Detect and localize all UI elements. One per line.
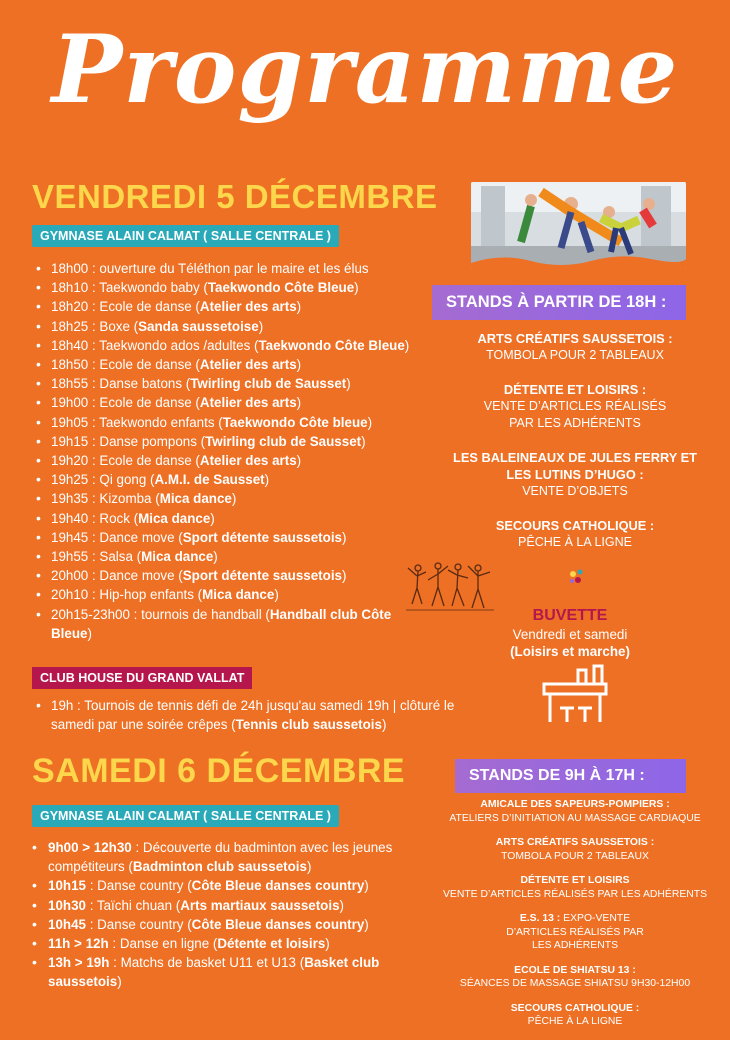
item-end: ) xyxy=(325,936,330,952)
item-end: ) xyxy=(367,414,373,430)
list-item xyxy=(36,509,431,528)
item-end: ) xyxy=(87,625,92,641)
item-org: Côte Bleue danses country xyxy=(191,878,365,894)
list-item xyxy=(36,585,431,604)
list-item xyxy=(36,566,431,585)
item-text: 20h10 : Hip-hop enfants ( xyxy=(51,587,203,603)
list-item xyxy=(36,489,431,508)
item-text: 18h10 : Taekwondo baby ( xyxy=(51,280,208,296)
list-item xyxy=(36,451,431,470)
item-text: : Danse en ligne ( xyxy=(108,936,218,952)
list-item xyxy=(32,876,427,895)
stands-saturday-heading: STANDS DE 9H À 17H : xyxy=(455,759,686,793)
buvette-org: (Loisirs et marche) xyxy=(510,644,630,659)
item-text: : Découverte du badminton avec les jeunes compétiteurs ( xyxy=(48,840,393,875)
stand-name: ARTS CRÉATIFS SAUSSETOIS : xyxy=(495,837,655,848)
item-text: 19h45 : Dance move ( xyxy=(51,529,183,545)
item-org: Mica dance xyxy=(202,587,275,603)
item-end: ) xyxy=(231,491,237,507)
item-text: 19h55 : Salsa ( xyxy=(51,549,142,565)
item-text: 19h05 : Taekwondo enfants ( xyxy=(51,414,223,430)
item-org: Taekwondo Côte Bleue xyxy=(258,337,405,353)
friday-venue-tag: GYMNASE ALAIN CALMAT ( SALLE CENTRALE ) xyxy=(32,225,339,247)
item-text: 20h15-23h00 : tournois de handball ( xyxy=(51,606,270,622)
stand-desc: VENTE D’ARTICLES RÉALISÉS PAR LES ADHÉRENTS xyxy=(483,399,667,430)
item-end: ) xyxy=(117,974,122,990)
stand-line xyxy=(440,912,710,953)
item-org: Atelier des arts xyxy=(199,357,297,373)
stand-entry xyxy=(440,517,710,551)
item-end: ) xyxy=(296,357,302,373)
list-item xyxy=(36,393,431,412)
stand-entry xyxy=(440,836,710,863)
buvette-days: Vendredi et samedi xyxy=(512,627,628,642)
saturday-venue-tag: GYMNASE ALAIN CALMAT ( SALLE CENTRALE ) xyxy=(32,805,339,827)
list-item xyxy=(32,896,427,915)
saturday-heading: SAMEDI 6 DÉCEMBRE xyxy=(32,752,406,790)
stand-entry xyxy=(440,874,710,901)
dance-photo xyxy=(471,182,686,268)
stand-name: E.S. 13 : xyxy=(519,913,561,924)
item-org: Twirling club de Sausset xyxy=(190,376,347,392)
stands-saturday-list xyxy=(440,798,710,1040)
list-item xyxy=(36,317,431,336)
item-org: Côte Bleue danses country xyxy=(191,916,365,932)
stand-desc: VENTE D’OBJETS xyxy=(522,484,628,498)
dancers-illustration xyxy=(404,560,496,616)
item-end: ) xyxy=(381,717,387,733)
item-text: : Taïchi chuan ( xyxy=(85,897,181,913)
stand-entry xyxy=(440,964,710,991)
stand-desc: TOMBOLA POUR 2 TABLEAUX xyxy=(501,850,649,862)
item-text: 18h20 : Ecole de danse ( xyxy=(51,299,200,315)
list-item xyxy=(36,696,456,734)
stand-entry xyxy=(440,798,710,825)
list-item xyxy=(32,934,427,953)
tennis-schedule xyxy=(36,696,456,734)
item-text: 19h25 : Qi gong ( xyxy=(51,472,155,488)
list-item xyxy=(36,547,431,566)
stands-friday-heading: STANDS À PARTIR DE 18H : xyxy=(432,285,686,320)
item-org: Sport détente saussetois xyxy=(182,568,342,584)
item-time: 10h30 xyxy=(48,897,86,913)
item-org: Atelier des arts xyxy=(199,299,297,315)
list-item xyxy=(36,432,431,451)
item-org: Détente et loisirs xyxy=(217,936,326,952)
item-org: Mica dance xyxy=(138,510,211,526)
item-end: ) xyxy=(339,897,345,913)
item-end: ) xyxy=(361,433,366,449)
stand-desc: EXPO-VENTE D’ARTICLES RÉALISÉS PAR LES ADHÉRENTS xyxy=(506,913,644,951)
item-text: : Danse country ( xyxy=(85,916,192,932)
item-org: Arts martiaux saussetois xyxy=(180,897,340,913)
stand-desc: TOMBOLA POUR 2 TABLEAUX xyxy=(486,348,664,362)
list-item xyxy=(36,259,431,278)
item-org: Twirling club de Sausset xyxy=(205,433,362,449)
item-org: Atelier des arts xyxy=(199,453,297,469)
stand-desc: SÉANCES DE MASSAGE SHIATSU 9H30-12H00 xyxy=(459,978,691,989)
item-time: 10h15 xyxy=(48,878,86,894)
buvette-title: BUVETTE xyxy=(532,607,608,624)
item-org: A.M.I. de Sausset xyxy=(154,472,265,488)
item-text: 18h25 : Boxe ( xyxy=(51,318,139,334)
item-time: 11h > 12h xyxy=(48,936,109,952)
item-org: Basket club saussetois xyxy=(48,955,380,990)
item-text: 19h40 : Rock ( xyxy=(51,510,139,526)
item-end: ) xyxy=(258,318,264,334)
item-org: Handball club Côte Bleue xyxy=(51,606,392,641)
item-org: Sanda saussetoise xyxy=(138,318,259,334)
item-text: 18h50 : Ecole de danse ( xyxy=(51,357,200,373)
item-end: ) xyxy=(296,395,302,411)
item-text: 18h40 : Taekwondo ados /adultes ( xyxy=(51,337,259,353)
list-item xyxy=(36,528,431,547)
item-end: ) xyxy=(306,859,312,875)
item-text: 18h55 : Danse batons ( xyxy=(51,376,191,392)
stand-entry xyxy=(440,1002,710,1029)
item-end: ) xyxy=(342,529,347,545)
item-org: Badminton club saussetois xyxy=(132,859,307,875)
stand-entry xyxy=(440,912,710,953)
item-end: ) xyxy=(264,472,270,488)
list-item xyxy=(36,470,431,489)
item-end: ) xyxy=(274,587,279,603)
stand-name: SECOURS CATHOLIQUE : xyxy=(495,518,655,533)
list-item xyxy=(32,953,427,991)
item-org: Taekwondo Côte Bleue xyxy=(207,280,355,296)
item-end: ) xyxy=(346,376,351,392)
item-end: ) xyxy=(296,299,302,315)
item-end: ) xyxy=(364,916,369,932)
confetti-icon xyxy=(566,566,588,588)
friday-schedule xyxy=(36,259,431,643)
item-text: 19h20 : Ecole de danse ( xyxy=(51,453,200,469)
list-item xyxy=(36,413,431,432)
item-text: 19h00 : Ecole de danse ( xyxy=(51,395,200,411)
stand-entry xyxy=(440,449,710,500)
stand-desc: ATELIERS D’INITIATION AU MASSAGE CARDIAQUE xyxy=(449,812,701,824)
bar-counter-icon xyxy=(540,664,610,726)
stand-desc: PÊCHE À LA LIGNE xyxy=(518,535,632,549)
item-text: 19h15 : Danse pompons ( xyxy=(51,433,206,449)
item-text: 19h : Tournois de tennis défi de 24h jusqu'au samedi 19h | clôturé le samedi par une soirée crêpes ( xyxy=(51,698,455,733)
item-end: ) xyxy=(210,510,215,526)
item-org: Taekwondo Côte bleue xyxy=(222,414,368,430)
stand-name: AMICALE DES SAPEURS-POMPIERS : xyxy=(480,799,670,810)
list-item xyxy=(36,336,431,355)
item-org: Mica dance xyxy=(159,491,232,507)
item-text: 20h00 : Dance move ( xyxy=(51,568,183,584)
list-item xyxy=(36,297,431,316)
list-item xyxy=(36,278,431,297)
list-item xyxy=(32,838,427,876)
list-item xyxy=(36,605,431,643)
item-org: Tennis club saussetois xyxy=(235,717,382,733)
stand-desc: VENTE D’ARTICLES RÉALISÉS PAR LES ADHÉRENTS xyxy=(442,888,708,900)
item-org: Atelier des arts xyxy=(199,395,297,411)
item-text: 19h35 : Kizomba ( xyxy=(51,491,160,507)
item-end: ) xyxy=(404,337,410,353)
list-item xyxy=(36,355,431,374)
stand-name: DÉTENTE ET LOISIRS : xyxy=(503,382,647,397)
stands-friday-list xyxy=(440,330,710,568)
stand-entry xyxy=(440,330,710,364)
page-title: Programme xyxy=(51,15,679,125)
list-item xyxy=(36,374,431,393)
item-end: ) xyxy=(342,568,347,584)
club-house-tag: CLUB HOUSE DU GRAND VALLAT xyxy=(32,667,252,689)
stand-name: DÉTENTE ET LOISIRS xyxy=(520,875,630,886)
stand-name: ARTS CRÉATIFS SAUSSETOIS : xyxy=(477,331,673,346)
stand-entry xyxy=(440,381,710,432)
item-org: Mica dance xyxy=(141,549,214,565)
stand-desc: PÊCHE À LA LIGNE xyxy=(527,1016,623,1027)
list-item xyxy=(32,915,427,934)
stand-name: SECOURS CATHOLIQUE : xyxy=(510,1002,640,1014)
item-end: ) xyxy=(364,878,369,894)
item-end: ) xyxy=(213,549,218,565)
stand-name: LES BALEINEAUX DE JULES FERRY ET LES LUTINS D’HUGO : xyxy=(453,450,697,482)
buvette-block xyxy=(500,606,640,660)
item-text: : Danse country ( xyxy=(85,878,192,894)
item-time: 9h00 > 12h30 xyxy=(48,840,132,855)
item-time: 13h > 19h xyxy=(48,955,110,971)
item-org: Sport détente saussetois xyxy=(182,529,342,545)
item-time: 10h45 xyxy=(48,916,86,932)
friday-heading: VENDREDI 5 DÉCEMBRE xyxy=(32,178,438,215)
item-text: : Matchs de basket U11 et U13 ( xyxy=(109,955,305,971)
item-end: ) xyxy=(296,453,302,469)
stand-name: ECOLE DE SHIATSU 13 : xyxy=(514,964,636,976)
saturday-schedule xyxy=(32,838,427,992)
item-text: 18h00 : ouverture du Téléthon par le maire et les élus xyxy=(51,261,369,276)
item-end: ) xyxy=(354,280,359,296)
